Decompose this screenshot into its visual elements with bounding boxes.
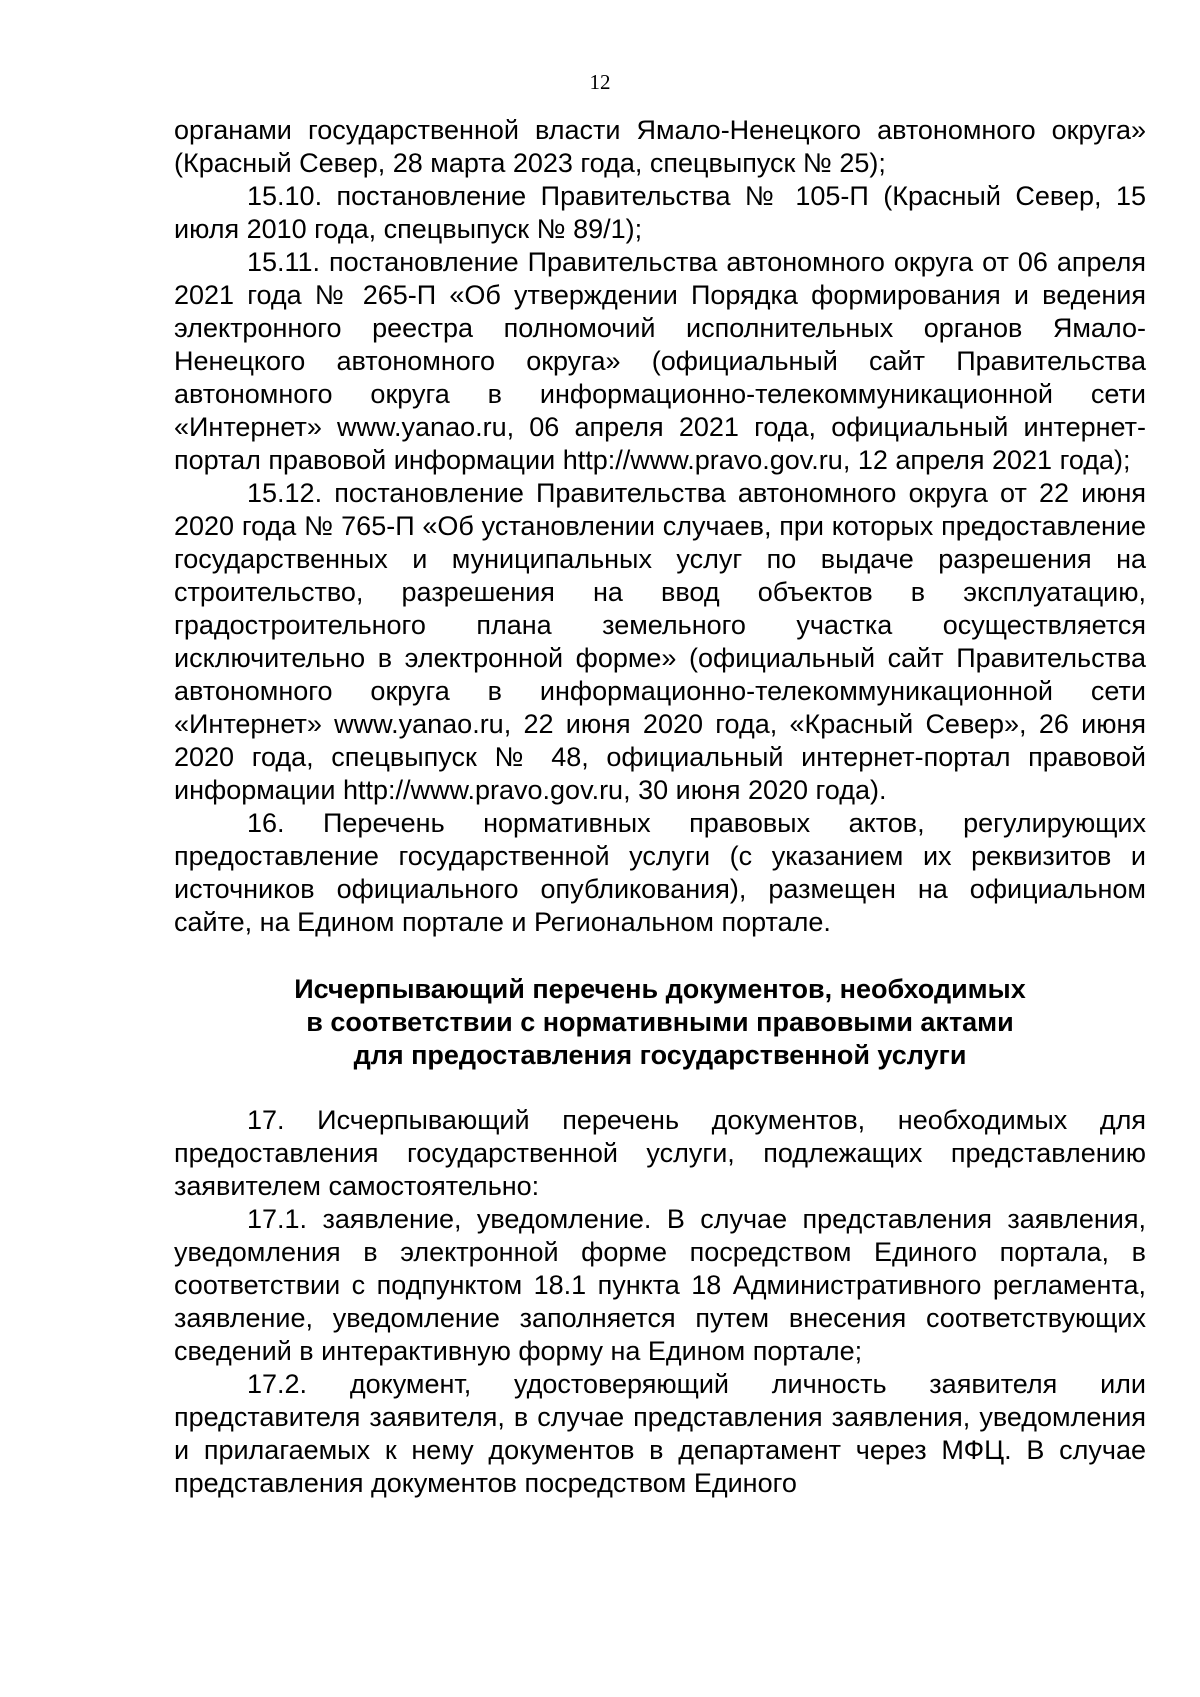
section-heading-line-3: для предоставления государственной услуги <box>353 1040 967 1070</box>
paragraph-16: 16. Перечень нормативных правовых актов, регулирующих предоставление государственной услуги (с указанием их реквизитов и источников официального опубликования), размещен на официальном сайте, на Едином портале и Региональном портале. <box>174 808 1146 937</box>
paragraph-17-1: 17.1. заявление, уведомление. В случае представления заявления, уведомления в электронной форме посредством Единого портала, в соответствии с подпунктом 18.1 пункта 18 Административного регламента, заявление, уведомление заполняется путем внесения соответствующих сведений в интерактивную форму на Едином портале; <box>174 1204 1146 1366</box>
paragraph-15-12: 15.12. постановление Правительства автономного округа от 22 июня 2020 года № 765-П «Об установлении случаев, при которых предоставление государственных и муниципальных услуг по выдаче разрешения на строительство, разрешения на ввод объектов в эксплуатацию, градостроительного плана земельного участка осуществляется исключительно в электронной форме» (официальный сайт Правительства автономного округа в информационно-телекоммуникационной сети «Интернет» www.yanao.ru, 22 июня 2020 года, «Красный Север», 26 июня 2020 года, спецвыпуск № 48, официальный интернет-портал правовой информации http://www.pravo.gov.ru, 30 июня 2020 года). <box>174 478 1146 805</box>
paragraph-17-2: 17.2. документ, удостоверяющий личность заявителя или представителя заявителя, в случае представления заявления, уведомления и прилагаемых к нему документов в департамент через МФЦ. В случае представления документов посредством Единого <box>174 1369 1146 1498</box>
paragraph-17: 17. Исчерпывающий перечень документов, необходимых для предоставления государственной услуги, подлежащих представлению заявителем самостоятельно: <box>174 1105 1146 1201</box>
section-heading-line-2: в соответствии с нормативными правовыми актами <box>306 1007 1014 1037</box>
section-heading <box>174 973 1146 1072</box>
paragraph-15-11: 15.11. постановление Правительства автономного округа от 06 апреля 2021 года № 265-П «Об утверждении Порядка формирования и ведения электронного реестра полномочий исполнительных органов Ямало-Ненецкого автономного округа» (официальный сайт Правительства автономного округа в информационно-телекоммуникационной сети «Интернет» www.yanao.ru, 06 апреля 2021 года, официальный интернет-портал правовой информации http://www.pravo.gov.ru, 12 апреля 2021 года); <box>174 247 1146 475</box>
page-number: 12 <box>589 70 611 94</box>
paragraph-continuation: органами государственной власти Ямало-Ненецкого автономного округа» (Красный Север, 28 марта 2023 года, спецвыпуск № 25); <box>174 115 1146 178</box>
paragraph-15-10: 15.10. постановление Правительства № 105-П (Красный Север, 15 июля 2010 года, спецвыпуск № 89/1); <box>174 181 1146 244</box>
section-heading-line-1: Исчерпывающий перечень документов, необходимых <box>294 974 1026 1004</box>
document-body <box>174 114 1146 1500</box>
